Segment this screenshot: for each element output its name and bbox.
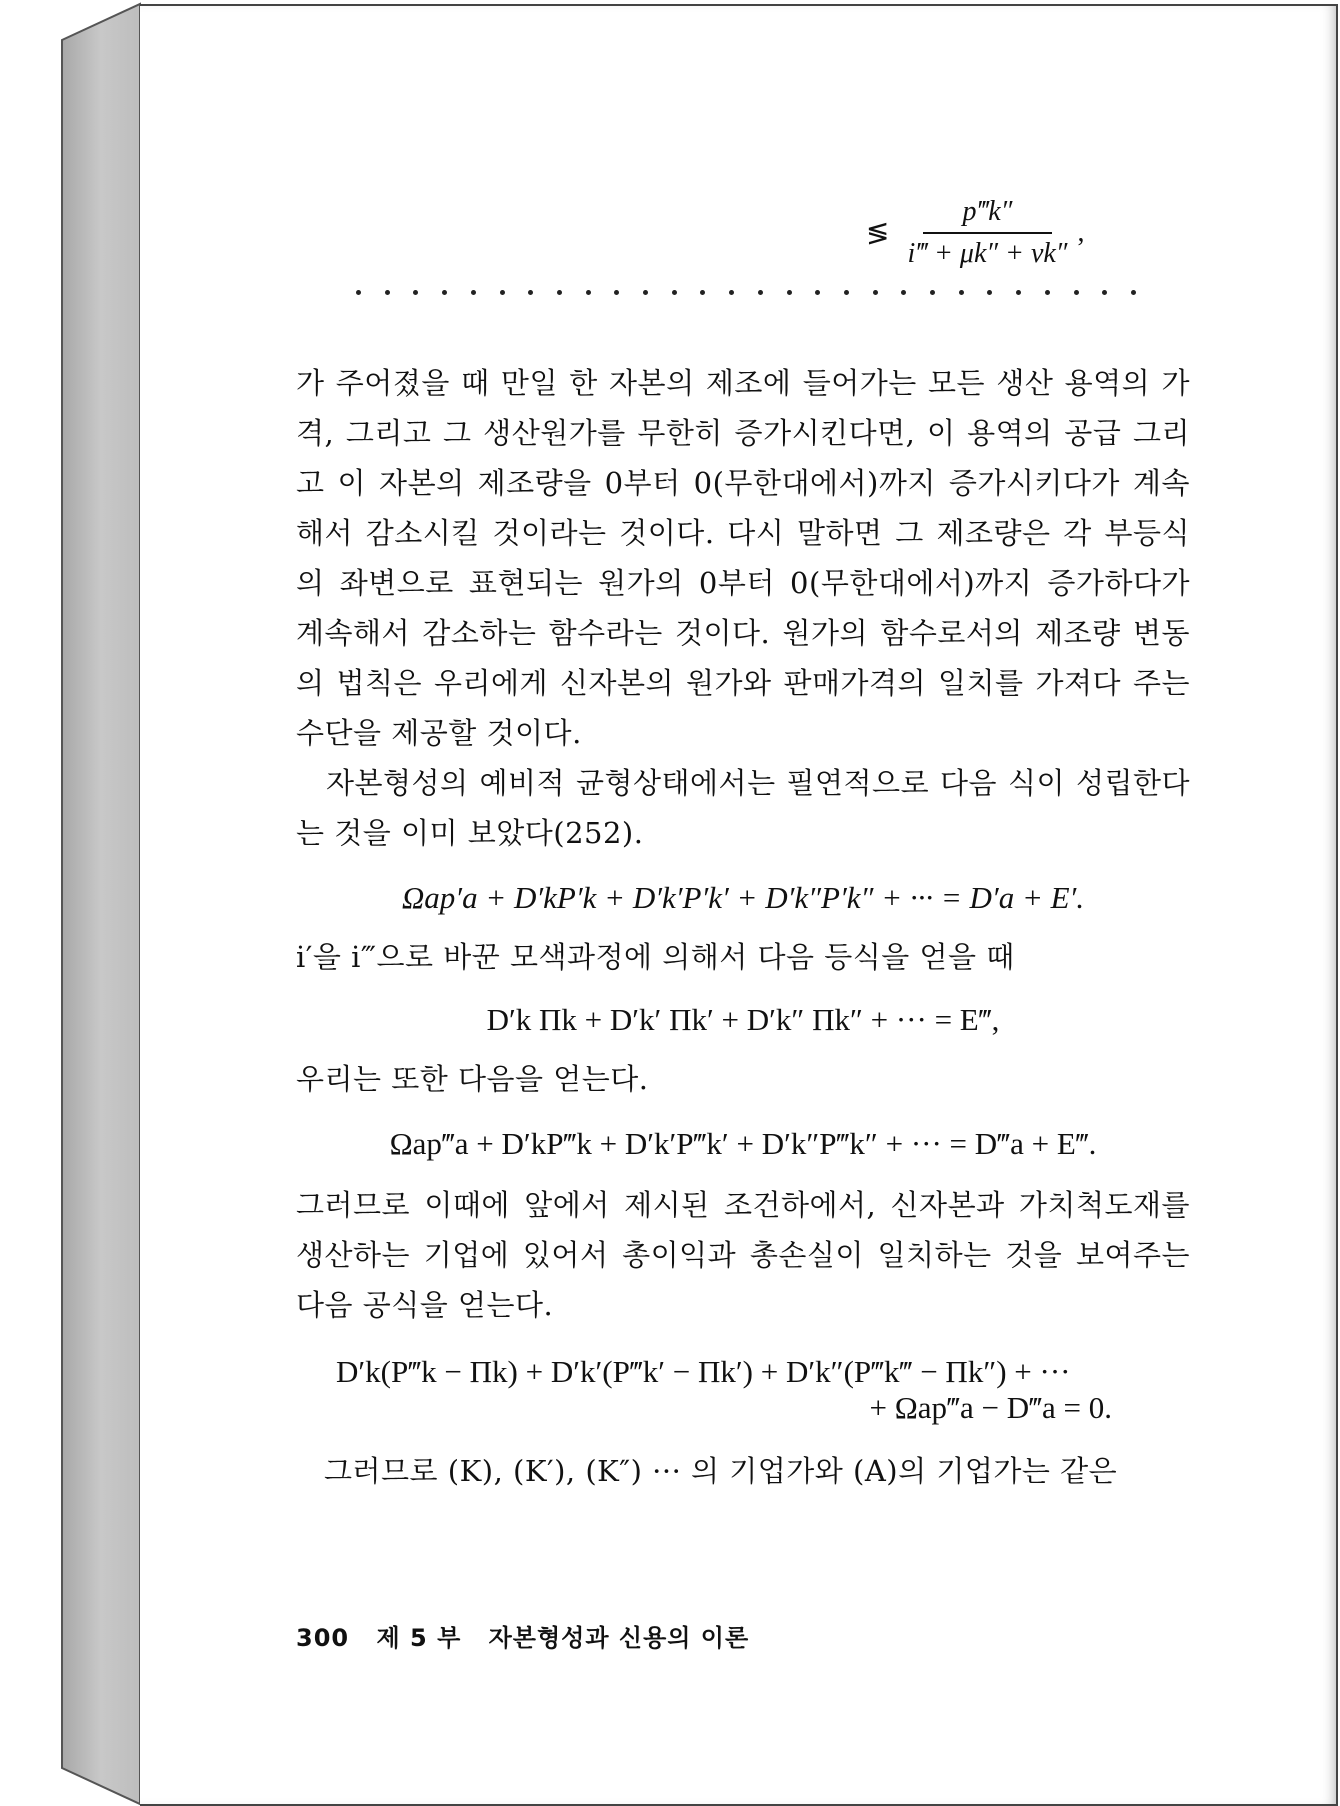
equation-2: D′k Πk + D′k′ Πk′ + D′k″ Πk″ + ··· = E‴, bbox=[486, 1002, 1000, 1037]
page-footer bbox=[296, 1618, 749, 1653]
page-number: 300 bbox=[296, 1624, 350, 1652]
paragraph-2: 자본형성의 예비적 균형상태에서는 필연적으로 다음 식이 성립한다는 것을 이미 보았다(252). bbox=[296, 766, 1190, 850]
top-formula bbox=[866, 196, 1084, 270]
dotted-separator bbox=[356, 290, 1136, 295]
formula-comma: , bbox=[1077, 217, 1085, 248]
equation-3: Ωap‴a + D′kP‴k + D′k′P‴k′ + D′k″P‴k″ + ··· = D‴a + E‴. bbox=[389, 1126, 1097, 1161]
equation-1: Ωap′a + D′kP′k + D′k′P′k′ + D′k″P′k″ + ··· = D′a + E′. bbox=[401, 880, 1085, 915]
equation-4-line-2: + Ωap‴a − D‴a = 0. bbox=[869, 1390, 1112, 1425]
paragraph-4: 우리는 또한 다음을 얻는다. bbox=[296, 1062, 649, 1096]
inequality-symbol: ≶ bbox=[866, 218, 890, 249]
body-text bbox=[296, 358, 1190, 1496]
fraction-numerator: p‴k″ bbox=[923, 196, 1053, 234]
paragraph-1: 가 주어졌을 때 만일 한 자본의 제조에 들어가는 모든 생산 용역의 가격, 그리고 그 생산원가를 무한히 증가시킨다면, 이 용역의 공급 그리고 이 자본의 제조량을 0부터 0(무한대에서)까지 증가시키다가 계속해서 감소시킬 것이라는 것이다. 다시 말하면 그 제조량은 각 부등식의 좌변으로 표현되는 원가의 0부터 0(무한대에서)까지 증가하다가 계속해서 감소하는 함수라는 것이다. 원가의 함수로서의 제조량 변동의 법칙은 우리에게 신자본의 원가와 판매가격의 일치를 가져다 주는 수단을 제공할 것이다. bbox=[296, 366, 1190, 750]
equation-4-line-1: D′k(P‴k − Πk) + D′k′(P‴k′ − Πk′) + D′k″(P‴k‴ − Πk″) + ··· bbox=[336, 1354, 1071, 1389]
paragraph-6: 그러므로 (K), (K′), (K″) ··· 의 기업가와 (A)의 기업가는 같은 bbox=[324, 1454, 1118, 1488]
paragraph-5: 그러므로 이때에 앞에서 제시된 조건하에서, 신자본과 가치척도재를 생산하는 기업에 있어서 총이익과 총손실이 일치하는 것을 보여주는 다음 공식을 얻는다. bbox=[296, 1188, 1190, 1322]
fraction bbox=[897, 196, 1077, 270]
footer-part: 제 5 부 bbox=[376, 1624, 462, 1652]
paragraph-3: i′을 i‴으로 바꾼 모색과정에 의해서 다음 등식을 얻을 때 bbox=[296, 940, 1015, 974]
fraction-denominator: i‴ + μk″ + νk″ bbox=[907, 238, 1068, 269]
footer-title: 자본형성과 신용의 이론 bbox=[488, 1624, 750, 1652]
